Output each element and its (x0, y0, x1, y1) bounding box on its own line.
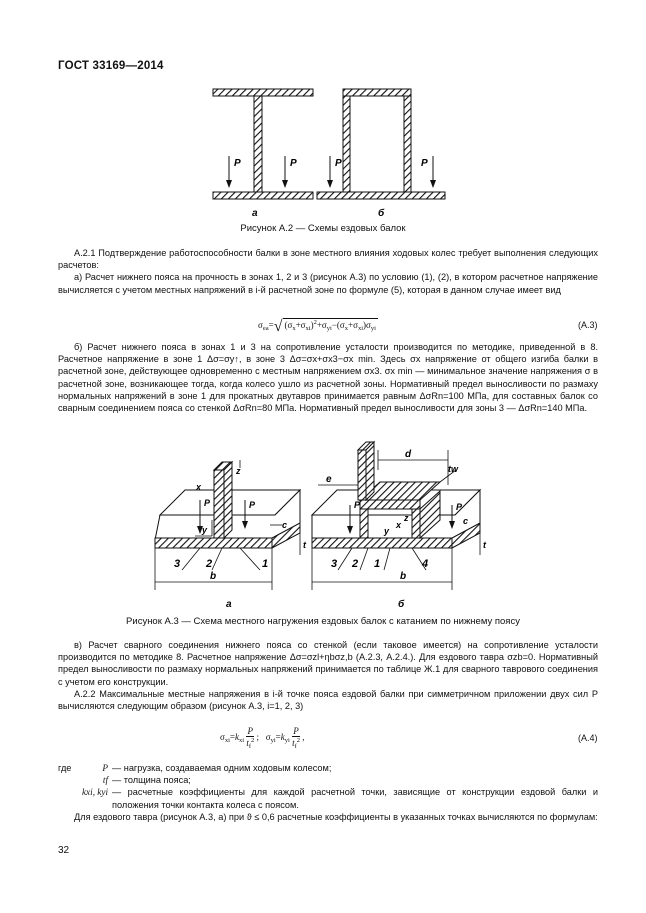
figure-a2-label-a: а (252, 208, 258, 219)
force-label-a3-b-right: P (456, 502, 463, 512)
paragraph-v-block (58, 639, 598, 712)
zone-label-2-a: 2 (206, 558, 213, 570)
force-label-b-left: P (335, 158, 342, 169)
where-block (58, 762, 598, 823)
where-t-symbol: tf (102, 775, 108, 786)
figure-a2-label-b: б (378, 208, 385, 219)
equation-a3-number: (А.3) (578, 320, 598, 330)
equation-a4: $\sigma_{xi}=k_{xi}$ $\frac{P}{t_f^2}$ ; $\sigma_{yi}=k_{yi}$ $\frac{P}{t_f^2}$ , (220, 726, 305, 750)
where-p-symbol: P (102, 763, 108, 773)
paragraph-b-text: б) Расчет нижнего пояса в зонах 1 и 3 на сопротивление усталости производится по методике, приведенной в 8. Расчетное напряжение в зоне 1 Δσ=σy↑, в зоне 3 Δσ=σx+σx3−σx min. Здесь σx напряжение от общего изгиба балки в расчетной зоне, действующее одновременно с местным напряжением σx3. σx min — минимальное значение напряжения σ в расчетной зоне, возникающее тогда, когда колесо ушло из расчетной зоны. Нормативный предел выносливости по размаху нормальных напряжений в зоне 1 для прокатных двутавров принимается равным ΔσRn=100 МПа, для составных балок со сварным соединением пояса со стенкой ΔσRn=80 МПа. Нормативный предел выносливости для зоны 3 — ΔσRn=140 МПа. (58, 342, 598, 414)
tee-beam-diagram (155, 460, 300, 590)
paragraph-v-text: в) Расчет сварного соединения нижнего пояса со стенкой (если таковое имеется) на сопротивление усталости производится по методике 8. Расчетное напряжение Δσ=σzl+ηbσz,b (А.2.3, А.2.4.). Для ездового тавра σzb=0. Нормативный предел выносливости по размаху нормальных напряжений принимается по таблице Ж.1 для сварного таврового соединения с учетом его конструкции. (58, 640, 598, 687)
zone-label-1-b: 1 (374, 558, 381, 570)
zone-label-4-b: 4 (422, 558, 429, 570)
zone-label-3-a: 3 (174, 558, 181, 570)
paragraph-a21a-text: а) Расчет нижнего пояса на прочность в зонах 1, 2 и 3 (рисунок А.3) по условию (1), (2), в котором расчетное напряжение вычисляется с учетом местных напряжений в i-й расчетной зоне по формуле (5), которая в данном случае имеет вид (58, 272, 598, 295)
figure-a2 (0, 80, 646, 220)
equation-a3: $\sigma_{ea}=√$ $(\sigma_x+\sigma_{xi})^2+\sigma_{yi}-(\sigma_x+\sigma_{xi})\sigma_{yi}$ (258, 318, 376, 335)
paragraph-a21 (58, 247, 598, 296)
dim-label-e: e (326, 474, 332, 485)
force-label-a3-a-right: P (249, 500, 256, 510)
figure-a3-label-a: а (226, 599, 232, 610)
dim-label-c-a: c (282, 520, 288, 530)
dim-label-b-b: b (400, 571, 407, 582)
axis-label-z-a: z (236, 466, 241, 476)
where-p-text: — нагрузка, создаваемая одним ходовым колесом; (112, 763, 332, 773)
paragraph-b (58, 341, 598, 414)
paragraph-a21-text: А.2.1 Подтверждение работоспособности балки в зоне местного влияния ходовых колес требует выполнения следующих расчетов: (58, 248, 598, 271)
zone-label-2-b: 2 (352, 558, 359, 570)
where-lead: где (58, 763, 72, 773)
i-beam-diagram (213, 89, 313, 199)
zone-label-1-a: 1 (262, 558, 269, 570)
axis-label-y-a: y (202, 525, 208, 535)
axis-label-x-b: x (396, 520, 402, 530)
dim-label-t-a: t (303, 540, 306, 550)
dim-label-t-b: t (483, 540, 486, 550)
force-label-a-right: P (290, 158, 297, 169)
figure-a3 (0, 430, 646, 610)
dim-label-d: d (405, 449, 412, 460)
force-label-b-right: P (421, 158, 428, 169)
axis-label-x-a: x (196, 482, 202, 492)
where-k-symbol: kxi, kyi (81, 787, 108, 798)
force-label-a3-a-left: P (204, 498, 211, 508)
figure-a3-caption: Рисунок А.3 — Схема местного нагружения ездовых балок с катанием по нижнему поясу (126, 616, 520, 627)
paragraph-final-text: Для ездового тавра (рисунок А.3, а) при ϑ ≤ 0,6 расчетные коэффициенты в указанных точках вычисляются по формулам: (74, 811, 598, 822)
box-beam-diagram (317, 89, 445, 199)
equation-a3-lhs: σ (258, 320, 263, 330)
where-t-text: — толщина пояса; (112, 775, 191, 786)
axis-label-z-b: z (404, 513, 409, 523)
force-label-a3-b-left: P (354, 500, 361, 510)
equation-a4-number: (А.4) (578, 733, 598, 743)
dim-label-b-a: b (210, 571, 217, 582)
dim-label-c-b: c (463, 516, 469, 526)
axis-label-y-b: y (384, 526, 390, 536)
paragraph-a22-text: А.2.2 Максимальные местные напряжения в i-й точке пояса ездовой балки при симметричном приложении двух сил P вычисляются следующим образом (рисунок А.3, i=1, 2, 3) (58, 688, 598, 712)
document-header: ГОСТ 33169—2014 (58, 60, 164, 72)
where-k-text: — расчетные коэффициенты для каждой расчетной точки, зависящие от конструкции ездовой балки и положения точки контакта колеса с поясом. (112, 787, 598, 810)
page-number: 32 (58, 845, 70, 856)
dim-label-tw: tw (448, 464, 458, 474)
force-label-a-left: P (234, 158, 241, 169)
figure-a3-label-b: б (398, 599, 405, 610)
zone-label-3-b: 3 (331, 558, 338, 570)
figure-a2-caption: Рисунок А.2 — Схемы ездовых балок (240, 223, 406, 234)
